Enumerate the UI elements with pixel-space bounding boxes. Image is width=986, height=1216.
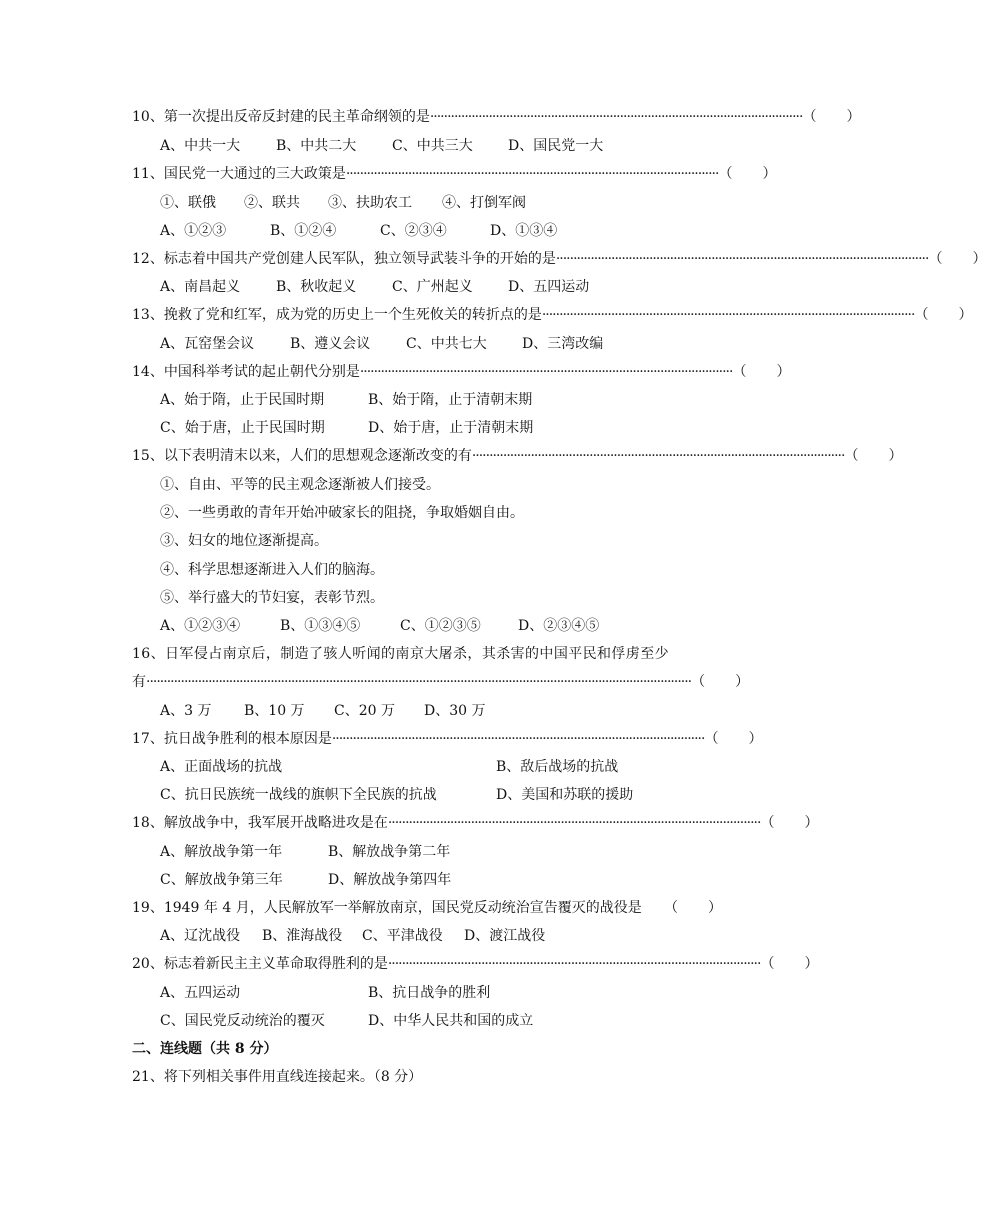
- options-row: [160, 390, 532, 410]
- option-c: C、始于唐，止于民国时期: [160, 420, 325, 436]
- question-stem: 14、中国科举考试的起止朝代分别是: [132, 364, 360, 380]
- question-stem: 12、标志着中国共产党创建人民军队，独立领导武装斗争的开始的是: [132, 251, 556, 267]
- leader-dots: ············································································································: [331, 731, 705, 747]
- question-stem: 15、以下表明清末以来，人们的思想观念逐渐改变的有: [132, 448, 472, 464]
- question-stem: 17、抗日战争胜利的根本原因是: [132, 731, 332, 747]
- leader-dots: ············································································································: [345, 166, 719, 182]
- items-row: [160, 193, 526, 213]
- question-18: [132, 813, 819, 833]
- option-b: B、敌后战场的抗战: [496, 759, 619, 775]
- option-b: B、中共二大: [276, 138, 357, 154]
- option-d: D、中华人民共和国的成立: [368, 1013, 534, 1029]
- option-c: C、国民党反动统治的覆灭: [160, 1013, 325, 1029]
- option-a: A、3 万: [160, 703, 212, 719]
- option-c: C、①②③⑤: [400, 618, 481, 634]
- question-17: [132, 729, 763, 749]
- options-row: [160, 136, 603, 156]
- option-d: D、渡江战役: [464, 928, 546, 944]
- answer-blank: （ ）: [718, 166, 777, 182]
- option-c: C、②③④: [380, 223, 447, 239]
- option-a: A、五四运动: [160, 985, 241, 1001]
- option-b: B、①②④: [270, 223, 337, 239]
- options-row: [160, 983, 490, 1003]
- option-b: B、10 万: [244, 703, 305, 719]
- item-1: ①、联俄: [160, 195, 216, 211]
- item-2: ②、联共: [244, 195, 300, 211]
- option-d: D、①③④: [490, 223, 558, 239]
- options-row: [160, 870, 451, 890]
- question-19: [132, 898, 722, 918]
- option-c: C、抗日民族统一战线的旗帜下全民族的抗战: [160, 787, 437, 803]
- options-row: [160, 334, 603, 354]
- statement-1: ①、自由、平等的民主观念逐渐被人们接受。: [160, 477, 440, 493]
- option-c: C、广州起义: [392, 279, 473, 295]
- question-stem: 18、解放战争中，我军展开战略进攻是在: [132, 815, 388, 831]
- question-20: [132, 954, 819, 974]
- leader-dots: ············································································································: [387, 956, 761, 972]
- answer-blank: （ ）: [691, 674, 750, 690]
- option-d: D、美国和苏联的援助: [496, 787, 634, 803]
- options-row: [160, 1011, 533, 1031]
- question-stem: 19、1949 年 4 月，人民解放军一举解放南京，国民党反动统治宣告覆灭的战役是: [132, 900, 642, 916]
- answer-blank: （ ）: [802, 109, 861, 125]
- question-16: [132, 672, 750, 692]
- option-a: A、①②③: [160, 223, 227, 239]
- option-b: B、淮海战役: [262, 928, 343, 944]
- option-c: C、中共三大: [392, 138, 473, 154]
- statement-2: ②、一些勇敢的青年开始冲破家长的阻挠，争取婚姻自由。: [160, 505, 524, 521]
- leader-dots: ············································································································: [555, 251, 929, 267]
- leader-dots: ············································································································: [471, 448, 845, 464]
- question-11: [132, 164, 777, 184]
- question-stem: 13、挽救了党和红军，成为党的历史上一个生死攸关的转折点的是: [132, 307, 542, 323]
- option-c: C、20 万: [334, 703, 395, 719]
- answer-blank: （ ）: [732, 364, 791, 380]
- answer-blank: （ ）: [914, 307, 973, 323]
- options-row: [160, 757, 618, 777]
- statement-5: ⑤、举行盛大的节妇宴，表彰节烈。: [160, 590, 384, 606]
- question-12: [132, 249, 986, 269]
- options-row: [160, 418, 533, 438]
- leader-dots: ············································································································: [429, 109, 803, 125]
- options-row: [160, 926, 545, 946]
- option-b: B、①③④⑤: [280, 618, 361, 634]
- option-b: B、遵义会议: [290, 336, 371, 352]
- option-b: B、抗日战争的胜利: [368, 985, 491, 1001]
- option-a: A、解放战争第一年: [160, 844, 283, 860]
- option-d: D、解放战争第四年: [328, 872, 452, 888]
- option-d: D、三湾改编: [522, 336, 604, 352]
- statement-3: ③、妇女的地位逐渐提高。: [160, 533, 328, 549]
- option-c: C、平津战役: [362, 928, 443, 944]
- answer-blank: （ ）: [844, 448, 903, 464]
- option-b: B、秋收起义: [276, 279, 357, 295]
- option-a: A、始于隋，止于民国时期: [160, 392, 325, 408]
- statement-4: ④、科学思想逐渐进入人们的脑海。: [160, 562, 384, 578]
- section-heading: 二、连线题（共 8 分）: [132, 1041, 278, 1057]
- option-d: D、国民党一大: [508, 138, 604, 154]
- option-a: A、正面战场的抗战: [160, 759, 283, 775]
- question-stem: 10、第一次提出反帝反封建的民主革命纲领的是: [132, 109, 430, 125]
- option-a: A、中共一大: [160, 138, 241, 154]
- option-a: A、瓦窑堡会议: [160, 336, 255, 352]
- option-d: D、②③④⑤: [518, 618, 600, 634]
- option-d: D、始于唐，止于清朝末期: [368, 420, 534, 436]
- options-row: [160, 842, 450, 862]
- option-c: C、解放战争第三年: [160, 872, 283, 888]
- answer-blank: （ ）: [664, 900, 722, 916]
- question-stem: 20、标志着新民主主义革命取得胜利的是: [132, 956, 388, 972]
- question-16-stem: 16、日军侵占南京后，制造了骇人听闻的南京大屠杀，其杀害的中国平民和俘虏至少: [132, 646, 670, 662]
- item-3: ③、扶助农工: [328, 195, 412, 211]
- leader-dots: ············································································································: [359, 364, 733, 380]
- options-row: [160, 277, 589, 297]
- question-14: [132, 362, 791, 382]
- option-a: A、南昌起义: [160, 279, 241, 295]
- option-a: A、辽沈战役: [160, 928, 241, 944]
- answer-blank: （ ）: [928, 251, 986, 267]
- question-15: [132, 446, 903, 466]
- question-stem-continued: 有: [132, 674, 146, 690]
- question-10: [132, 107, 861, 127]
- question-21: 21、将下列相关事件用直线连接起来。（8 分）: [132, 1069, 423, 1085]
- options-row: [160, 701, 486, 721]
- question-13: [132, 305, 973, 325]
- option-b: B、始于隋，止于清朝末期: [368, 392, 533, 408]
- option-d: D、五四运动: [508, 279, 590, 295]
- options-row: [160, 616, 599, 636]
- question-stem: 11、国民党一大通过的三大政策是: [132, 166, 346, 182]
- option-b: B、解放战争第二年: [328, 844, 451, 860]
- leader-dots: ············································································································: [541, 307, 915, 323]
- answer-blank: （ ）: [760, 956, 819, 972]
- option-a: A、①②③④: [160, 618, 241, 634]
- answer-blank: （ ）: [760, 815, 819, 831]
- option-d: D、30 万: [424, 703, 486, 719]
- options-row: [160, 785, 633, 805]
- item-4: ④、打倒军阀: [442, 195, 526, 211]
- answer-blank: （ ）: [704, 731, 763, 747]
- leader-dots: ······························································································································································: [146, 674, 692, 690]
- option-c: C、中共七大: [406, 336, 487, 352]
- options-row: [160, 221, 557, 241]
- leader-dots: ············································································································: [387, 815, 761, 831]
